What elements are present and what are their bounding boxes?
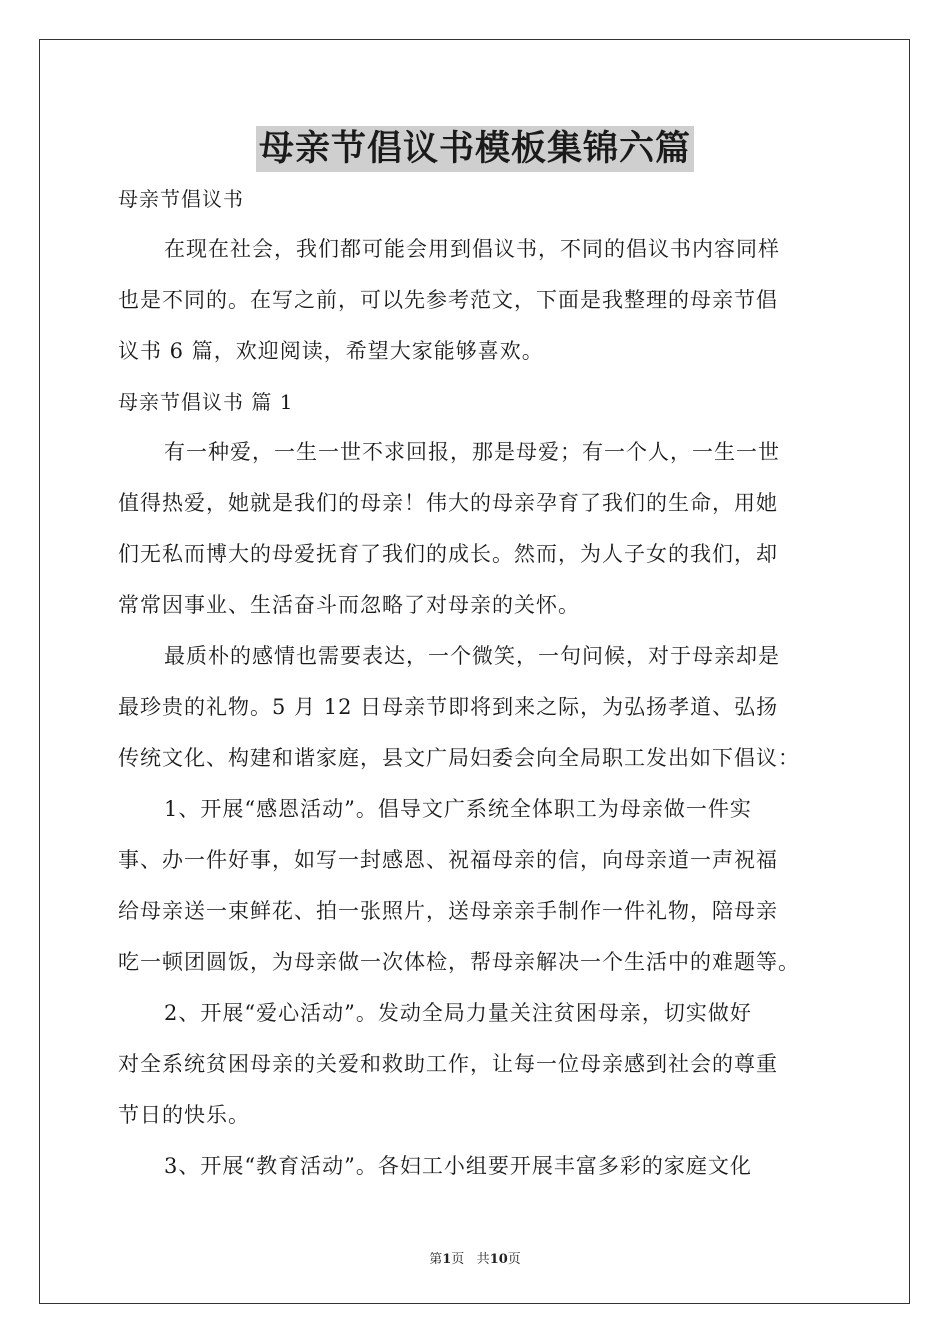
paragraph-line: 对全系统贫困母亲的关爱和救助工作，让每一位母亲感到社会的尊重 (118, 1052, 778, 1076)
paragraph-line: 事、办一件好事，如写一封感恩、祝福母亲的信，向母亲道一声祝福 (118, 848, 778, 872)
paragraph-line: 最质朴的感情也需要表达，一个微笑，一句问候，对于母亲却是 (164, 644, 780, 668)
title-container (0, 126, 950, 172)
footer-total-prefix: 共 (476, 1252, 490, 1267)
footer-page-number: 1 (442, 1252, 452, 1267)
section-heading: 母亲节倡议书 (118, 187, 244, 211)
paragraph-line: 有一种爱，一生一世不求回报，那是母爱；有一个人，一生一世 (164, 440, 780, 464)
paragraph-line: 也是不同的。在写之前，可以先参考范文，下面是我整理的母亲节倡 (118, 288, 778, 312)
paragraph-line: 在现在社会，我们都可能会用到倡议书，不同的倡议书内容同样 (164, 237, 780, 261)
paragraph-line: 1、开展“感恩活动”。倡导文广系统全体职工为母亲做一件实 (164, 797, 752, 821)
footer-page-prefix: 第 (429, 1252, 443, 1267)
paragraph-line: 节日的快乐。 (118, 1103, 250, 1127)
paragraph-line: 2、开展“爱心活动”。发动全局力量关注贫困母亲，切实做好 (164, 1001, 752, 1025)
paragraph-line: 最珍贵的礼物。5 月 12 日母亲节即将到来之际，为弘扬孝道、弘扬 (118, 695, 779, 719)
paragraph-line: 传统文化、构建和谐家庭，县文广局妇委会向全局职工发出如下倡议： (118, 746, 800, 770)
paragraph-line: 吃一顿团圆饭，为母亲做一次体检，帮母亲解决一个生活中的难题等。 (118, 950, 800, 974)
document-body (118, 180, 838, 1198)
paragraph-line: 议书 6 篇，欢迎阅读，希望大家能够喜欢。 (118, 339, 544, 363)
paragraph-line: 给母亲送一束鲜花、拍一张照片，送母亲亲手制作一件礼物，陪母亲 (118, 899, 778, 923)
paragraph-line: 值得热爱，她就是我们的母亲！伟大的母亲孕育了我们的生命，用她 (118, 491, 778, 515)
footer-page-suffix: 页 (451, 1252, 465, 1267)
paragraph-line: 们无私而博大的母爱抚育了我们的成长。然而，为人子女的我们，却 (118, 542, 778, 566)
paragraph-line: 常常因事业、生活奋斗而忽略了对母亲的关怀。 (118, 593, 580, 617)
paragraph-line: 3、开展“教育活动”。各妇工小组要开展丰富多彩的家庭文化 (164, 1154, 752, 1178)
document-title: 母亲节倡议书模板集锦六篇 (256, 126, 694, 172)
page-footer (0, 1248, 950, 1267)
footer-total-pages: 10 (489, 1252, 508, 1267)
section-heading: 母亲节倡议书 篇 1 (118, 390, 294, 414)
footer-total-suffix: 页 (507, 1252, 521, 1267)
